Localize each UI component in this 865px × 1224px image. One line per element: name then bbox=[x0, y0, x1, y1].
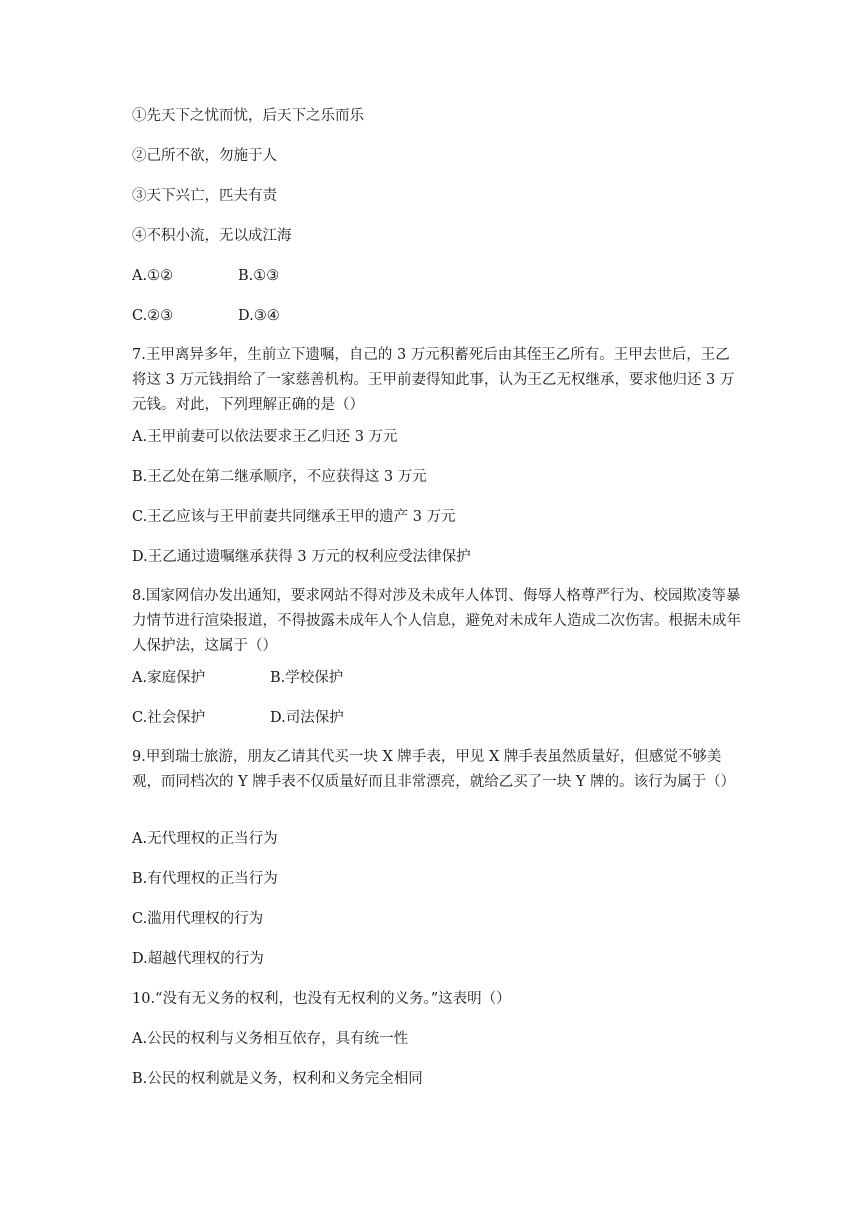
q7-option-d: D.王乙通过遗嘱继承获得 3 万元的权利应受法律保护 bbox=[132, 549, 471, 565]
question-10-stem: 10.“没有无义务的权利，也没有无权利的义务。”这表明（） bbox=[132, 991, 511, 1007]
q9-option-d: D.超越代理权的行为 bbox=[132, 951, 264, 967]
q9-option-a: A.无代理权的正当行为 bbox=[132, 831, 278, 847]
q7-option-b: B.王乙处在第二继承顺序，不应获得这 3 万元 bbox=[132, 469, 427, 485]
q10-option-b: B.公民的权利就是义务，权利和义务完全相同 bbox=[132, 1071, 423, 1087]
q8-option-d: D.司法保护 bbox=[270, 710, 344, 726]
q7-option-a: A.王甲前妻可以依法要求王乙归还 3 万元 bbox=[132, 429, 398, 445]
q6-options-row-1 bbox=[132, 266, 280, 286]
q7-option-c: C.王乙应该与王甲前妻共同继承王甲的遗产 3 万元 bbox=[132, 509, 456, 525]
question-8-stem: 8.国家网信办发出通知，要求网站不得对涉及未成年人体罚、侮辱人格尊严行为、校园欺凌等暴力情节进行渲染报道，不得披露未成年人个人信息，避免对未成年人造成二次伤害。根据未成年人保护法，这属于（） bbox=[132, 588, 741, 654]
q6-options-row-2 bbox=[132, 306, 280, 326]
question-9-stem: 9.甲到瑞士旅游，朋友乙请其代买一块 X 牌手表，甲见 X 牌手表虽然质量好，但感觉不够美观，而同档次的 Y 牌手表不仅质量好而且非常漂亮，就给乙买了一块 Y 牌的。该行为属于（） bbox=[132, 749, 736, 790]
q8-option-a: A.家庭保护 bbox=[132, 670, 206, 686]
q10-option-a: A.公民的权利与义务相互依存，具有统一性 bbox=[132, 1031, 409, 1047]
q8-options-row-1 bbox=[132, 668, 344, 688]
q6-option-c: C.②③ bbox=[132, 308, 174, 324]
statement-2: ②己所不欲，勿施于人 bbox=[132, 148, 277, 164]
statement-4: ④不积小流，无以成江海 bbox=[132, 228, 292, 244]
q6-option-a: A.①② bbox=[132, 268, 174, 284]
statement-1: ①先天下之忧而忧，后天下之乐而乐 bbox=[132, 108, 364, 124]
q8-option-c: C.社会保护 bbox=[132, 710, 206, 726]
q6-option-b: B.①③ bbox=[238, 268, 280, 284]
statement-3: ③天下兴亡，匹夫有责 bbox=[132, 188, 277, 204]
q8-option-b: B.学校保护 bbox=[270, 670, 344, 686]
q9-option-c: C.滥用代理权的行为 bbox=[132, 911, 264, 927]
q6-option-d: D.③④ bbox=[238, 308, 280, 324]
question-7-stem: 7.王甲离异多年，生前立下遗嘱，自己的 3 万元积蓄死后由其侄王乙所有。王甲去世后，王乙将这 3 万元钱捐给了一家慈善机构。王甲前妻得知此事，认为王乙无权继承，要求他归还 3 万元钱。对此，下列理解正确的是（） bbox=[132, 347, 735, 413]
q8-options-row-2 bbox=[132, 708, 344, 728]
q9-option-b: B.有代理权的正当行为 bbox=[132, 871, 278, 887]
